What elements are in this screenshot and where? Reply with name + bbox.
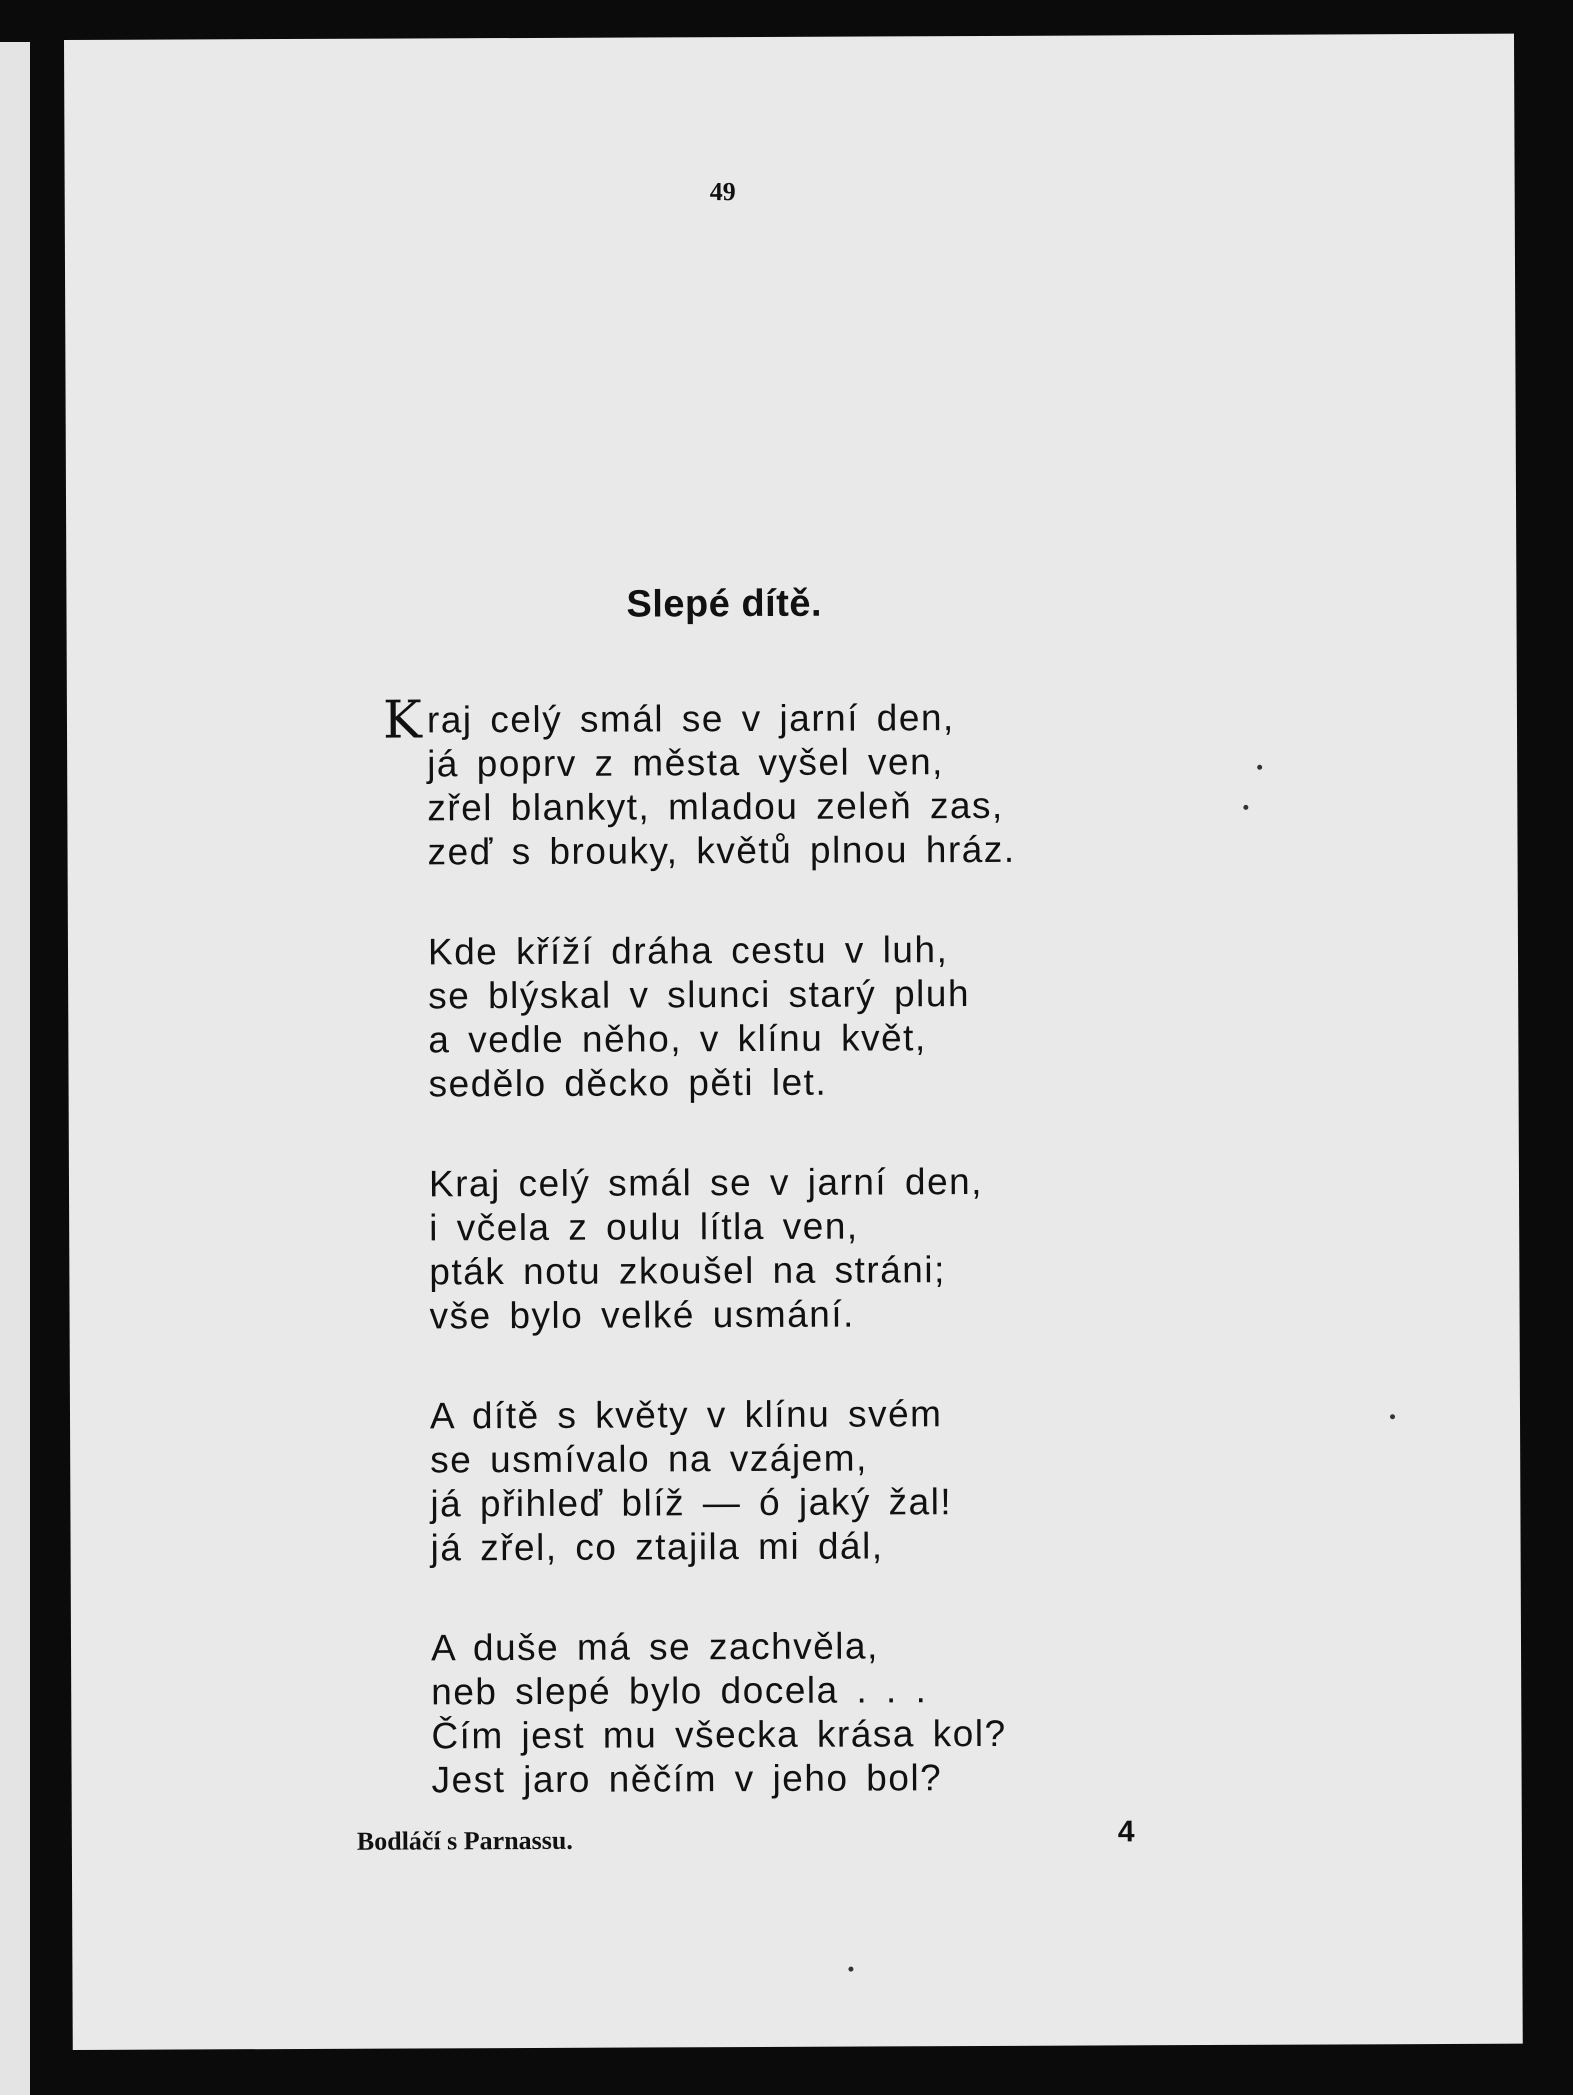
print-speck [1257,765,1262,770]
poem-line: já zřel, co ztajila mi dál, [430,1525,884,1569]
poem-line: A dítě s květy v klínu svém [429,1393,943,1437]
poem-body [382,690,1020,1859]
poem-line: neb slepé bylo docela . . . [431,1669,928,1713]
poem-line: se blýskal v slunci starý pluh [428,973,971,1017]
poem-line: i včela z oulu lítla ven, [429,1205,859,1249]
footer-signature-mark: 4 [1117,1815,1135,1849]
poem-line-text: raj celý smál se v jarní den, [426,697,955,741]
poem-line: Čím jest mu všecka krása kol? [431,1712,1007,1757]
poem-line: sedělo děcko pěti let. [428,1061,828,1105]
adjacent-page-edge [0,42,30,2095]
print-speck [1243,805,1248,810]
poem-line: zřel blankyt, mladou zeleň zas, [427,784,1004,829]
stanza [429,1160,1018,1339]
poem-line: vše bylo velké usmání. [429,1293,855,1337]
poem-title: Slepé dítě. [626,582,823,626]
page-number: 49 [709,177,736,207]
footer-book-title: Bodláčí s Parnassu. [356,1825,573,1856]
poem-line: a vedle něho, v klínu květ, [428,1017,927,1061]
poem-line: se usmívalo na vzájem, [430,1437,868,1481]
stanza [431,1624,1020,1803]
print-speck [1390,1414,1395,1419]
poem-line [382,690,1015,751]
poem-line: Kde kříží dráha cestu v luh, [427,929,949,973]
stanza [430,1392,1019,1571]
drop-initial: K [382,690,424,751]
poem-line: A duše má se zachvěla, [430,1625,879,1669]
stanza [428,928,1017,1107]
poem-line: zeď s brouky, květů plnou hráz. [427,828,1016,873]
poem-line: já přihleď blíž — ó jaký žal! [430,1481,953,1525]
poem-line: pták notu zkoušel na stráni; [429,1249,946,1293]
print-speck [848,1967,853,1972]
book-page [64,34,1523,2050]
stanza [382,690,1016,875]
poem-line: Kraj celý smál se v jarní den, [428,1161,984,1205]
poem-line: já poprv z města vyšel ven, [427,741,944,785]
poem-line: Jest jaro něčím v jeho bol? [431,1757,943,1801]
